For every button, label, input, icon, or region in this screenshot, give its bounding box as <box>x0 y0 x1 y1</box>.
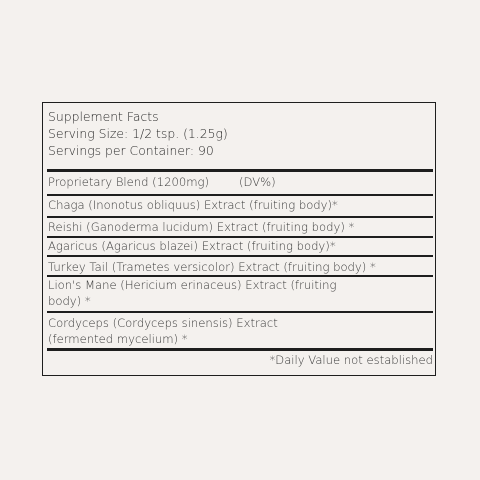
servings-per-container: Servings per Container: 90 <box>48 143 214 158</box>
ingredient-text-cont: body) * <box>48 294 91 308</box>
ingredient-text: Turkey Tail (Trametes versicolor) Extract (fruiting body) * <box>48 260 376 274</box>
ingredient-row <box>48 238 429 254</box>
divider <box>47 255 433 257</box>
ingredient-text: Agaricus (Agaricus blazei) Extract (fruiting body)* <box>48 239 336 253</box>
divider <box>47 216 433 218</box>
ingredient-row <box>48 197 429 213</box>
ingredient-row <box>48 259 429 275</box>
thick-divider <box>47 348 433 351</box>
thick-divider <box>47 169 433 172</box>
ingredient-row <box>48 315 429 347</box>
ingredient-text: Lion's Mane (Hericium erinaceus) Extract (fruiting <box>48 278 337 292</box>
divider <box>47 311 433 313</box>
blend-label: Proprietary Blend (1200mg) <box>48 175 209 189</box>
ingredient-text: Cordyceps (Cordyceps sinensis) Extract <box>48 316 278 330</box>
daily-value-footnote: *Daily Value not established <box>269 353 433 367</box>
ingredient-text-cont: (fermented mycelium) * <box>48 332 188 346</box>
ingredient-text: Reishi (Ganoderma lucidum) Extract (fruiting body) * <box>48 220 355 234</box>
panel-title: Supplement Facts <box>48 109 159 124</box>
ingredient-row <box>48 277 429 309</box>
supplement-facts-panel <box>42 102 436 376</box>
dv-label: (DV%) <box>238 175 276 189</box>
panel-header <box>48 108 228 159</box>
serving-size: Serving Size: 1/2 tsp. (1.25g) <box>48 126 228 141</box>
blend-row <box>48 174 429 190</box>
ingredient-text: Chaga (Inonotus obliquus) Extract (fruiting body)* <box>48 198 338 212</box>
divider <box>47 194 433 196</box>
ingredient-row <box>48 219 429 235</box>
